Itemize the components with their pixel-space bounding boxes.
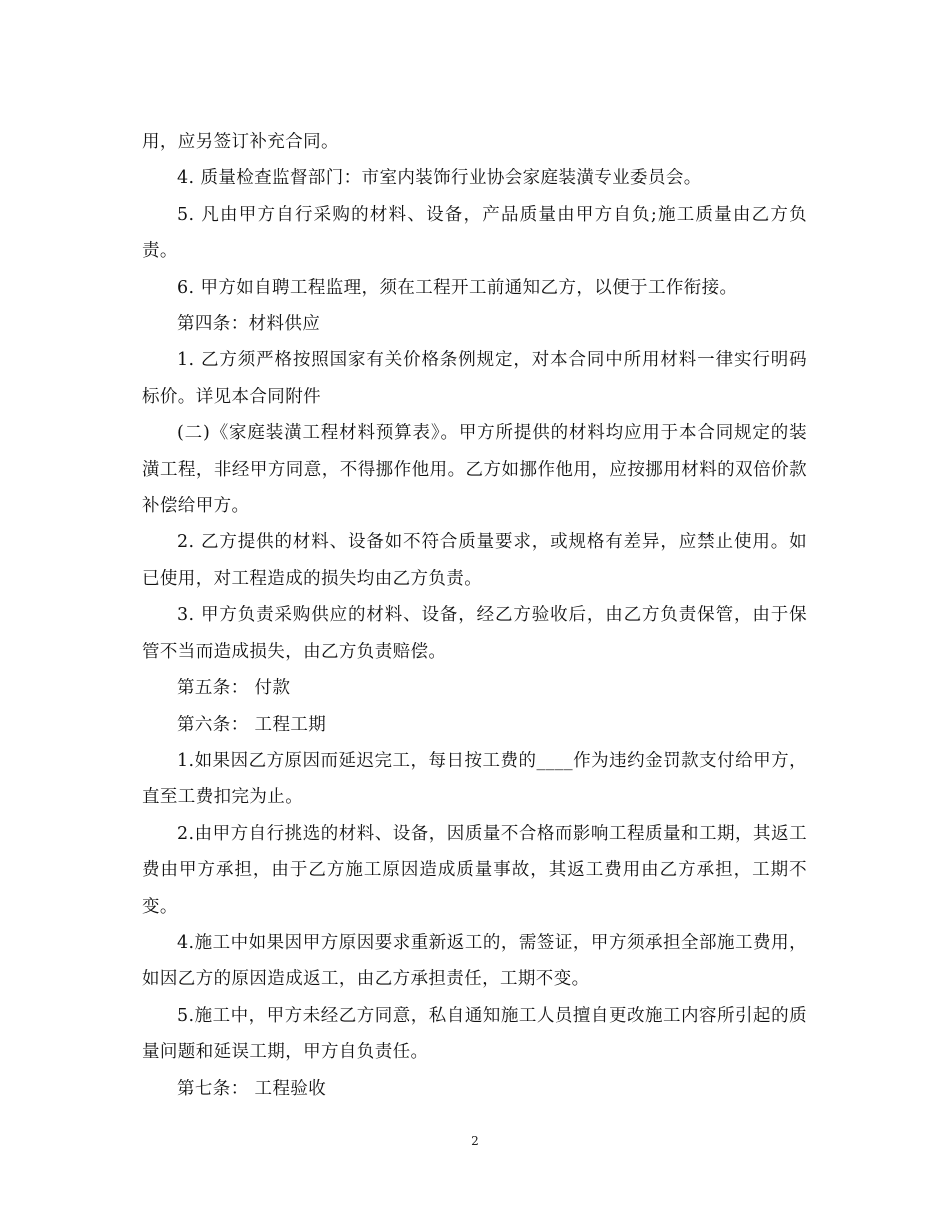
paragraph-materials-annex: (二)《家庭装潢工程材料预算表》。甲方所提供的材料均应用于本合同规定的装潢工程，非经甲方同意，不得挪作他用。乙方如挪作他用，应按挪用材料的双倍价款补偿给甲方。 — [142, 423, 807, 517]
paragraph-schedule-1: 1.如果因乙方原因而延迟完工，每日按工费的____作为违约金罚款支付给甲方，直至工费扣完为止。 — [142, 750, 807, 808]
paragraph-schedule-5: 5.施工中，甲方未经乙方同意，私自通知施工人员擅自更改施工内容所引起的质量问题和延误工期，甲方自负责任。 — [142, 1005, 807, 1063]
paragraph-clause-5: 5. 凡由甲方自行采购的材料、设备，产品质量由甲方自负;施工质量由乙方负责。 — [142, 204, 807, 262]
paragraph-clause-6: 6. 甲方如自聘工程监理，须在工程开工前通知乙方，以便于工作衔接。 — [177, 277, 738, 298]
section-heading-article-4: 第四条：材料供应 — [177, 314, 321, 335]
page-number: 2 — [471, 1134, 479, 1148]
paragraph-continuation: 用，应另签订补充合同。 — [142, 132, 339, 152]
section-heading-article-5: 第五条： 付款 — [177, 678, 291, 699]
section-heading-article-6: 第六条： 工程工期 — [177, 714, 327, 735]
paragraph-materials-2: 2. 乙方提供的材料、设备如不符合质量要求，或规格有差异，应禁止使用。如已使用，对工程造成的损失均由乙方负责。 — [142, 532, 807, 589]
paragraph-schedule-2: 2.由甲方自行挑选的材料、设备，因质量不合格而影响工程质量和工期，其返工费由甲方承担，由于乙方施工原因造成质量事故，其返工费用由乙方承担，工期不变。 — [142, 823, 807, 917]
section-heading-article-7: 第七条： 工程验收 — [177, 1078, 327, 1099]
paragraph-clause-4: 4. 质量检查监督部门：市室内装饰行业协会家庭装潢专业委员会。 — [177, 168, 702, 189]
contract-body — [142, 124, 807, 1107]
paragraph-materials-3: 3. 甲方负责采购供应的材料、设备，经乙方验收后，由乙方负责保管，由于保管不当而造成损失，由乙方负责赔偿。 — [142, 605, 807, 662]
paragraph-materials-1: 1. 乙方须严格按照国家有关价格条例规定，对本合同中所用材料一律实行明码标价。详见本合同附件 — [142, 350, 807, 407]
paragraph-schedule-4: 4.施工中如果因甲方原因要求重新返工的，需签证，甲方须承担全部施工费用，如因乙方的原因造成返工，由乙方承担责任，工期不变。 — [142, 932, 807, 990]
